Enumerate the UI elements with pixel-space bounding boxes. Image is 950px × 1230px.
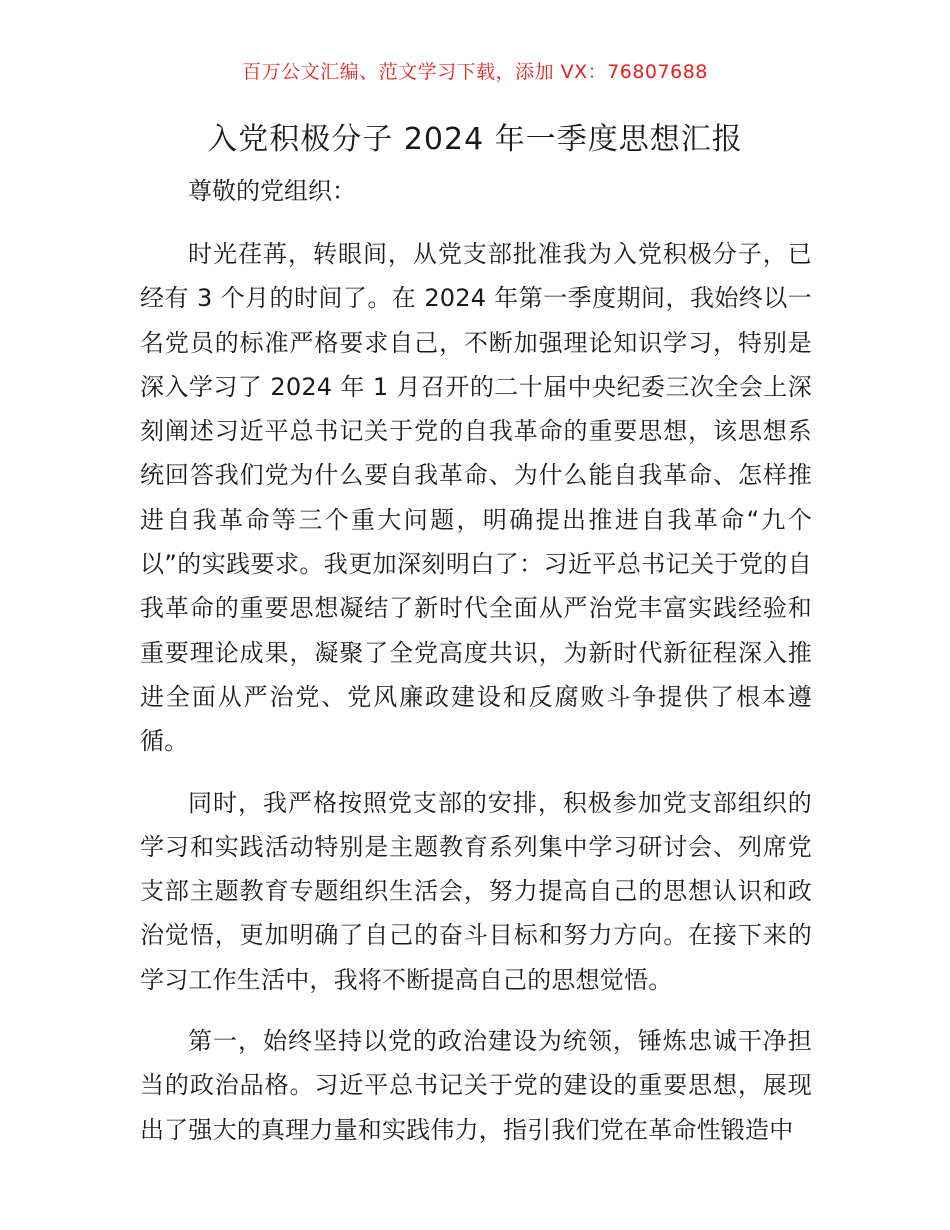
document-title: 入党积极分子 2024 年一季度思想汇报 bbox=[207, 122, 743, 157]
document-body bbox=[140, 169, 812, 1152]
paragraph: 时光荏苒，转眼间，从党支部批准我为入党积极分子，已经有 3 个月的时间了。在 2024 年第一季度期间，我始终以一名党员的标准严格要求自己，不断加强理论知识学习，特别是深入学习了 2024 年 1 月召开的二十届中央纪委三次全会上深刻阐述习近平总书记关于党的自我革命的重要思想，该思想系统回答我们党为什么要自我革命、为什么能自我革命、怎样推进自我革命等三个重大问题，明确提出推进自我革命“九个以”的实践要求。我更加深刻明白了：习近平总书记关于党的自我革命的重要思想凝结了新时代全面从严治党丰富实践经验和重要理论成果，凝聚了全党高度共识，为新时代新征程深入推进全面从严治党、党风廉政建设和反腐败斗争提供了根本遵循。 bbox=[140, 240, 812, 756]
salutation: 尊敬的党组织： bbox=[188, 177, 356, 205]
paragraph: 第一，始终坚持以党的政治建设为统领，锤炼忠诚干净担当的政治品格。习近平总书记关于党的建设的重要思想，展现出了强大的真理力量和实践伟力，指引我们党在革命性锻造中 bbox=[140, 1027, 812, 1144]
paragraph: 同时，我严格按照党支部的安排，积极参加党支部组织的学习和实践活动特别是主题教育系列集中学习研讨会、列席党支部主题教育专题组织生活会，努力提高自己的思想认识和政治觉悟，更加明确了自己的奋斗目标和努力方向。在接下来的学习工作生活中，我将不断提高自己的思想觉悟。 bbox=[140, 788, 812, 994]
watermark-header: 百万公文汇编、范文学习下载，添加 VX：76807688 bbox=[242, 61, 708, 83]
